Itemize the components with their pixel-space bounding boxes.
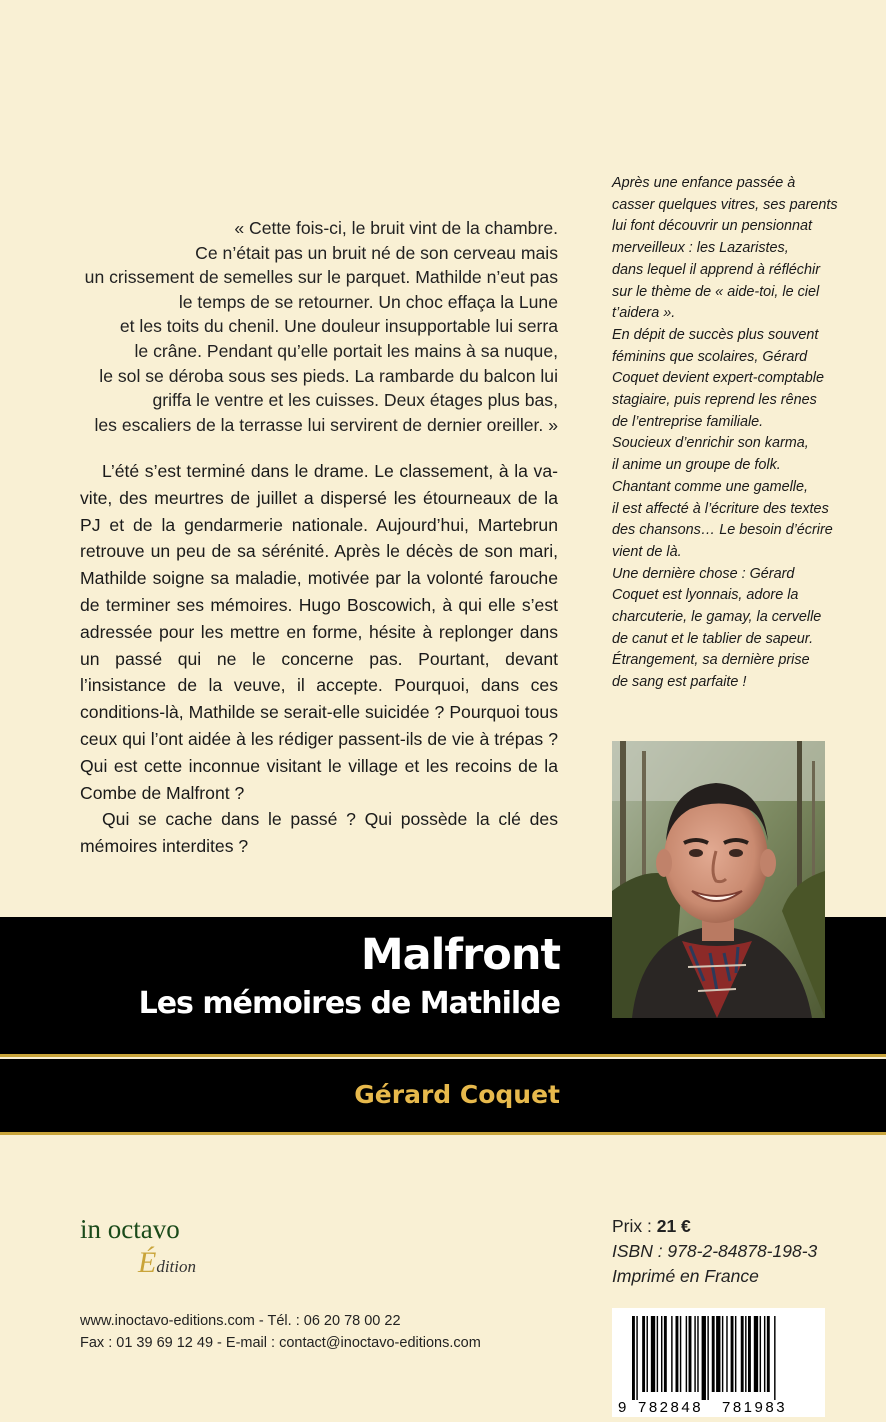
contact-line-web-phone: www.inoctavo-editions.com - Tél. : 06 20 78 00 22 [80,1313,401,1329]
quote-line: un crissement de semelles sur le parquet. Mathilde n’eut pas [84,267,558,288]
barcode-bar [754,1316,758,1392]
barcode-bar [651,1316,655,1392]
barcode-bar [636,1316,637,1400]
band-divider-bottom [0,1132,886,1135]
bio-line: Une dernière chose : Gérard [612,565,795,582]
barcode-bar [647,1316,648,1392]
isbn-barcode-icon [612,1308,825,1417]
logo-edition-rest: dition [156,1257,196,1276]
barcode-bar [689,1316,692,1392]
bio-line: merveilleux : les Lazaristes, [612,240,789,257]
barcode-bar [774,1316,775,1400]
barcode-bars [632,1316,776,1400]
price [612,1214,817,1239]
barcode-bar [676,1316,679,1392]
bio-line: de sang est parfaite ! [612,674,747,691]
barcode-bar [686,1316,687,1392]
quote-line: griffa le ventre et les cuisses. Deux étages plus bas, [152,390,558,411]
bio-line: il est affecté à l’écriture des textes [612,500,829,517]
barcode-bar [657,1316,658,1392]
bio-line: de canut et le tablier de sapeur. [612,630,814,647]
quote-line: les escaliers de la terrasse lui servirent de dernier oreiller. » [94,414,558,435]
bio-line: féminins que scolaires, Gérard [612,348,808,365]
barcode-bar [722,1316,723,1392]
barcode-bar [661,1316,662,1392]
barcode-bar [731,1316,734,1392]
bio-line: t’aidera ». [612,305,676,322]
barcode-bar [702,1316,706,1400]
barcode-bar [642,1316,645,1392]
bio-line: En dépit de succès plus souvent [612,326,819,343]
price-value: 21 € [656,1216,691,1236]
bio-line: des chansons… Le besoin d’écrire [612,522,833,539]
bio-line: de l’entreprise familiale. [612,413,764,430]
barcode-bar [712,1316,715,1392]
book-author: Gérard Coquet [354,1080,560,1109]
quote-line: « Cette fois-ci, le bruit vint de la chambre. [234,218,558,238]
author-portrait-icon [612,741,825,1018]
quote-line: le sol se déroba sous ses pieds. La rambarde du balcon lui [99,365,558,386]
publisher-contact [80,1310,481,1354]
logo-edition-initial: É [138,1246,157,1279]
book-subtitle: Les mémoires de Mathilde [138,986,560,1021]
bio-line: Coquet est lyonnais, adore la [612,587,799,604]
logo-edition [138,1246,196,1280]
back-cover-quote [60,216,558,437]
band-divider-top [0,1054,886,1057]
barcode-digit-lead: 9 [618,1399,627,1416]
barcode-bar [697,1316,698,1392]
barcode-bar [671,1316,672,1392]
barcode-bar [664,1316,667,1392]
barcode-bar [680,1316,681,1392]
bio-line: Soucieux d’enrichir son karma, [612,435,809,452]
publisher-logo-icon [80,1214,240,1284]
barcode-bar [767,1316,770,1392]
barcode-digits-left: 782848 [638,1399,704,1416]
synopsis-paragraph: L’été s’est terminé dans le drame. Le classement, à la va-vite, des meurtres de juillet a dispersé les étourneaux de la PJ et de la gendarmerie nationale. Aujourd’hui, Martebrun retrouve un peu de sa sérénité. Après le décès de son mari, Mathilde soigne sa maladie, motivée par la volonté farouche de terminer ses mémoires. Hugo Boscowich, à qui elle s’est adressée pour les mettre en forme, hésite à replonger dans un passé qui ne le concerne pas. Pourtant, devant l’insistance de la veuve, il accepte. Pourquoi, dans ces conditions-là, Mathilde se serait-elle suicidée ? Pourquoi tous ceux qui l’ont aidée à les rédiger passent-ils de vie à trépas ? Qui est cette inconnue visitant le village et les recoins de la Combe de Malfront ? [80,461,558,803]
barcode-bar [760,1316,761,1392]
quote-line: et les toits du chenil. Une douleur insupportable lui serra [119,316,558,337]
barcode-bar [707,1316,708,1400]
barcode-digits-right: 781983 [722,1399,788,1416]
price-block [612,1214,817,1289]
bio-line: Coquet devient expert-comptable [612,370,824,387]
barcode-bar [764,1316,765,1392]
bio-line: dans lequel il apprend à réfléchir [612,261,820,278]
bio-line: sur le thème de « aide-toi, le ciel [612,283,820,300]
barcode-bar [716,1316,720,1392]
bio-line: Étrangement, sa dernière prise [612,652,810,669]
bio-line: lui font découvrir un pensionnat [612,218,813,235]
bio-line: Chantant comme une gamelle, [612,478,808,495]
price-label: Prix : [612,1216,657,1236]
quote-line: le crâne. Pendant qu’elle portait les mains à sa nuque, [134,340,558,361]
bio-line: charcuterie, le gamay, la cervelle [612,609,822,626]
synopsis-paragraph: Qui se cache dans le passé ? Qui possède la clé des mémoires interdites ? [80,809,558,857]
barcode-bar [745,1316,746,1392]
barcode-bar [726,1316,727,1392]
author-bio [612,173,862,694]
bio-line: vient de là. [612,543,682,560]
bio-line: stagiaire, puis reprend les rênes [612,392,817,409]
barcode-bar [632,1316,635,1400]
bio-line: casser quelques vitres, ses parents [612,196,838,213]
logo-wordmark: in octavo [80,1214,180,1244]
bio-line: il anime un groupe de folk. [612,457,781,474]
synopsis [80,458,558,860]
contact-line-fax-email: Fax : 01 39 69 12 49 - E-mail : contact@inoctavo-editions.com [80,1335,481,1351]
quote-line: le temps de se retourner. Un choc effaça la Lune [178,291,558,312]
isbn: ISBN : 978-2-84878-198-3 [612,1241,818,1261]
quote-line: Ce n’était pas un bruit né de son cerveau mais [195,242,558,263]
barcode-bar [694,1316,695,1392]
bio-line: Après une enfance passée à [612,175,796,191]
barcode-bar [735,1316,736,1392]
book-title: Malfront [360,930,560,980]
printed-in: Imprimé en France [612,1266,759,1286]
barcode-bar [748,1316,751,1392]
barcode-bar [741,1316,744,1392]
